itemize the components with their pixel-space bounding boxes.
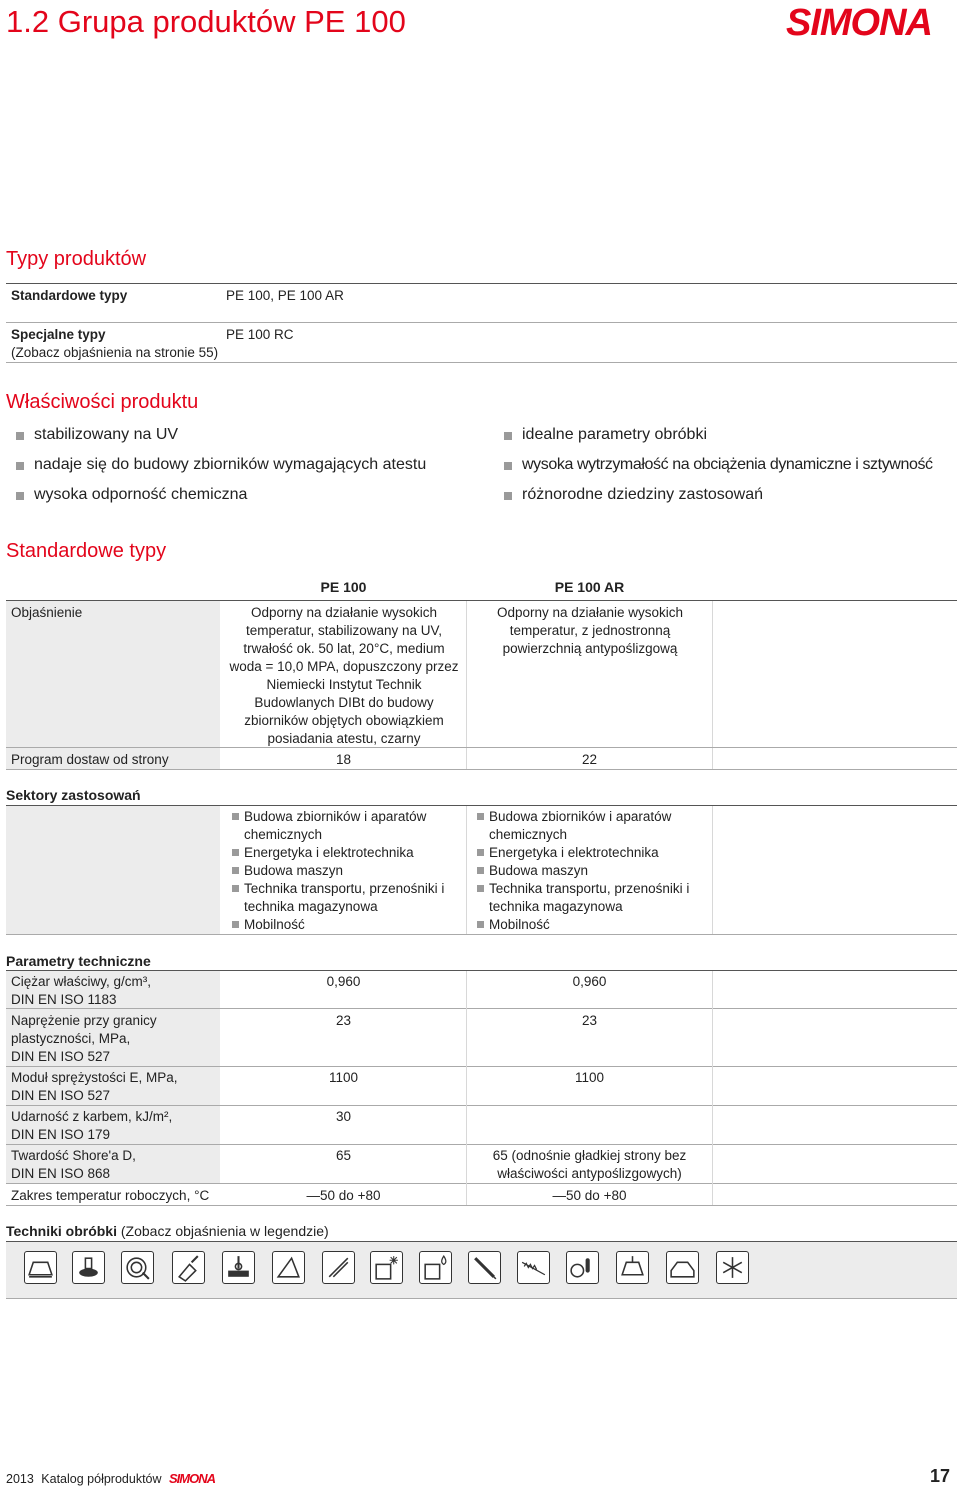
param-value-pe100ar: —50 do +80 — [552, 1188, 627, 1203]
param-label: Ciężar właściwy, g/cm³, DIN EN ISO 1183 — [11, 974, 152, 1007]
typy-row-value: PE 100, PE 100 AR — [226, 288, 344, 303]
typy-row-value: PE 100 RC — [226, 327, 294, 342]
column-header-pe100ar: PE 100 AR — [554, 579, 625, 595]
divider — [6, 1298, 957, 1299]
label-cell-bg — [6, 601, 220, 747]
param-value-pe100: 65 — [335, 1148, 352, 1163]
objasnienie-pe100: Odporny na działanie wysokich temperatur, stabilizowany na UV, trwałość ok. 50 lat, 20°C, medium woda = 10,0 MPA, dopuszczony przez Niemiecki Instytut Technik Budowlanych DIBt do budowy zbiorników objętych obowiązkiem posiadania atestu, czarny — [229, 605, 459, 746]
divider — [466, 748, 467, 769]
tank-icon — [666, 1251, 699, 1284]
typy-heading: Typy produktów — [6, 248, 147, 270]
list-item: Mobilność — [232, 916, 458, 934]
param-label: Naprężenie przy granicy plastyczności, MPa, DIN EN ISO 527 — [11, 1013, 157, 1064]
objasnienie-pe100ar: Odporny na działanie wysokich temperatur, z jednostronną powierzchnią antypoślizgową — [496, 605, 684, 656]
program-label: Program dostaw od strony — [11, 752, 169, 767]
param-value-pe100: 30 — [335, 1109, 352, 1124]
list-item: różnorodne dziedziny zastosowań — [494, 480, 958, 510]
list-item: wysoka wytrzymałość na obciążenia dynamiczne i sztywność — [494, 450, 958, 480]
list-item: nadaje się do budowy zbiorników wymagających atestu — [6, 450, 486, 480]
program-pe100ar: 22 — [581, 752, 598, 767]
sektory-pe100ar-list — [477, 808, 703, 934]
thermoforming-icon — [24, 1251, 57, 1284]
turning-icon — [121, 1251, 154, 1284]
welding-icon — [72, 1251, 105, 1284]
wlasciwosci-right-list — [494, 420, 958, 510]
param-value-pe100: 23 — [335, 1013, 352, 1028]
list-item: Technika transportu, przenośniki i technika magazynowa — [232, 880, 458, 916]
footer-catalog: Katalog półproduktów — [41, 1472, 162, 1486]
divider — [6, 362, 957, 363]
bonding-icon — [172, 1251, 205, 1284]
param-label: Zakres temperatur roboczych, °C — [11, 1188, 210, 1203]
param-label: Moduł sprężystości E, MPa, DIN EN ISO 527 — [11, 1070, 178, 1103]
standardowe-heading: Standardowe typy — [6, 540, 167, 562]
divider — [6, 283, 957, 284]
list-item: Budowa zbiorników i aparatów chemicznych — [477, 808, 703, 844]
objasnienie-label: Objaśnienie — [11, 605, 83, 620]
typy-row-label: Standardowe typy — [11, 288, 128, 303]
param-value-pe100: 1100 — [328, 1070, 359, 1085]
list-item: Energetyka i elektrotechnika — [232, 844, 458, 862]
water-drop-icon — [419, 1251, 452, 1284]
divider — [6, 1205, 957, 1206]
wlasciwosci-heading: Właściwości produktu — [6, 391, 199, 413]
techniki-heading — [6, 1222, 329, 1240]
typy-row-label: Specjalne typy — [11, 327, 106, 342]
divider — [6, 934, 957, 935]
typy-row-sublabel: (Zobacz objaśnienia na stronie 55) — [11, 345, 219, 360]
bending-icon — [272, 1251, 305, 1284]
sektory-pe100-list — [232, 808, 458, 934]
frost-resistant-icon — [716, 1251, 749, 1284]
list-item: idealne parametry obróbki — [494, 420, 958, 450]
machining-icon — [222, 1251, 255, 1284]
list-item: Budowa zbiorników i aparatów chemicznych — [232, 808, 458, 844]
uv-resistant-icon — [370, 1251, 403, 1284]
divider — [712, 748, 713, 769]
param-value-pe100ar: 65 (odnośnie gładkiej strony bez właściwości antypoślizgowych) — [492, 1148, 687, 1181]
list-item: stabilizowany na UV — [6, 420, 486, 450]
wlasciwosci-left-list — [6, 420, 486, 510]
divider — [712, 806, 713, 934]
param-value-pe100ar: 1100 — [574, 1070, 605, 1085]
divider — [6, 769, 957, 770]
brand-logo: SIMONA — [786, 2, 932, 44]
sawing-icon — [517, 1251, 550, 1284]
divider — [6, 322, 957, 323]
techniki-heading-rest: (Zobacz objaśnienia w legendzie) — [116, 1223, 329, 1239]
param-label: Udarność z karbem, kJ/m², DIN EN ISO 179 — [11, 1109, 173, 1142]
divider — [466, 601, 467, 747]
divider — [466, 806, 467, 934]
temperature-icon — [566, 1251, 599, 1284]
page-number: 17 — [930, 1466, 951, 1486]
divider — [6, 1183, 957, 1184]
list-item: Energetyka i elektrotechnika — [477, 844, 703, 862]
page-title: 1.2 Grupa produktów PE 100 — [6, 4, 406, 39]
footer-year: 2013 — [6, 1472, 34, 1486]
list-item: wysoka odporność chemiczna — [6, 480, 486, 510]
techniki-heading-bold: Techniki obróbki — [6, 1223, 117, 1239]
footer-brand: SIMONA — [169, 1471, 216, 1486]
sektory-heading: Sektory zastosowań — [6, 787, 141, 803]
divider — [712, 971, 713, 1205]
list-item: Technika transportu, przenośniki i technika magazynowa — [477, 880, 703, 916]
divider — [466, 971, 467, 1205]
list-item: Budowa maszyn — [232, 862, 458, 880]
program-pe100: 18 — [335, 752, 352, 767]
param-value-pe100: —50 do +80 — [306, 1188, 381, 1203]
cutting-icon — [322, 1251, 355, 1284]
param-value-pe100: 0,960 — [326, 974, 361, 989]
divider — [712, 601, 713, 747]
footer — [6, 1471, 215, 1486]
list-item: Budowa maszyn — [477, 862, 703, 880]
param-value-pe100ar: 23 — [581, 1013, 598, 1028]
param-value-pe100ar: 0,960 — [572, 974, 607, 989]
scale-icon — [616, 1251, 649, 1284]
chisel-icon — [468, 1251, 501, 1284]
list-item: Mobilność — [477, 916, 703, 934]
column-header-pe100: PE 100 — [320, 579, 367, 595]
label-cell-bg — [6, 806, 220, 934]
parametry-heading: Parametry techniczne — [6, 953, 151, 969]
param-label: Twardość Shore'a D, DIN EN ISO 868 — [11, 1148, 136, 1181]
